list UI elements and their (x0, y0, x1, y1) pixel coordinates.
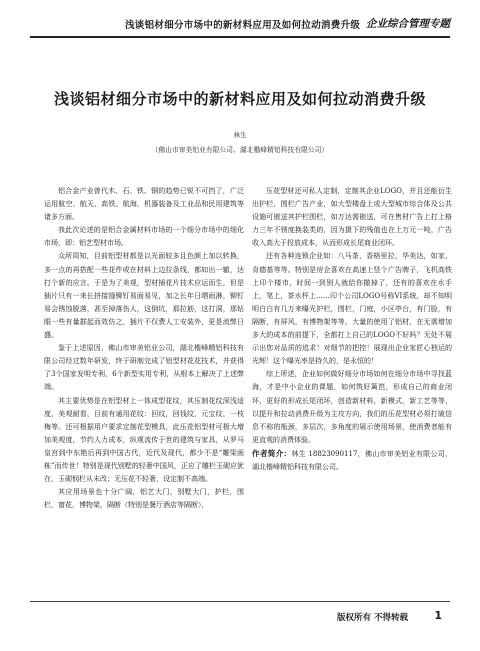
author-affiliation: （佛山市审美铝业有限公司、湖北楷峰精铝科技有限公司） (151, 146, 329, 154)
paragraph: 其应用场景也十分广阔，铝艺大门，别墅大门，护栏，围栏，窗花，博物架，隔断（特别是餐厅酒店等隔断）， (44, 488, 244, 510)
paragraph: 我此次论述的是铝合金属材料市场的一个细分市场中的细化市场，即：铝艺型材市场。 (44, 226, 244, 248)
paragraph: 还有各种连锁企业如：八马茶，香格里拉，华美达，如家，肯德基等等。特别是房企喜欢在高速上竖个广告牌子，飞机高铁上印个楼市，时间一到别人就给你撤掉了，还有的喜欢在水手上，笔上，茶水杯上……印个公司LOGO号称VI系统，却不知明明白白有几万来曝光护栏，围栏，门庭，小区亭台，有门脸，有隔断，有屏风，有博物架等等，大量的使用了铝材，在无需增加多大的成本的前提下，全都打上自己的LOGO不好吗？无处不展示出您对品质的追求！对细节的把控！展现出企业家匠心独运的光辉！这个曝光率是持久的，是永恒的！ (252, 252, 452, 366)
paragraph: 众所周知，目前铝型材都是以光面较多且色颜上加以转换，多一点的再搭配一些花件或在材料上边拉条线，都如出一辙，达打个新的应言。于是为了美观，型材插花片技术应运而生，但是插片只有一来长挤接缝铆钉易面易见，加之长年日晒雨淋，铆钉易会锈蚀脱落，甚至掉落伤人，这倒坑，那拉筋，这打洞，那钻眼一些有量群起而效仿之，插片不仅费人工安装外，更是流弊日盛。 (44, 252, 244, 340)
author-note-text: 林生 18823090117，佛山市审美铝业有限公司，湖北楷峰精铝科技有限公司。 (252, 449, 453, 471)
section-label: 企业综合管理专题 (366, 18, 450, 30)
paragraph: 综上所述，企业如何做好细分市场如何在细分市场中寻找蓝海，才是中小企业的课题，如何筑好篱笆，形成自己的商业闭环，更好的形成长尾闭环，创造新材料，新模式，新工艺等等，以提升和拉动消费升级为主攻方向，我们的压花型材必须打破信息不称的瓶颈，多层次，多角度的展示使用场景，使消费者能有更直观的消费体验。 (252, 370, 452, 444)
paragraph: 鉴于上述原因，佛山市审美铝业公司，湖北楷峰精铝科技有限公司经过数年研发，终于研制完成了铝型材花花技术，并获得了3个国家发明专利，6个新型实用专利，从根本上解决了上述弊端。 (44, 344, 244, 392)
running-title: 浅谈铝材细分市场中的新材料应用及如何拉动消费升级 (125, 20, 361, 31)
article-title: 浅谈铝材细分市场中的新材料应用及如何拉动消费升级 (53, 90, 426, 108)
footer-divider (30, 601, 450, 602)
left-column (44, 185, 244, 512)
paragraph: 铝合金产业曾代木、石、铁、钢的趋势已锐不可挡了，广泛运用航空、航天、高铁、航海，机器装备及工业品和民用建筑等诸多方面。 (44, 187, 244, 222)
author-note-label: 作者简介： (252, 448, 292, 458)
page-number: 1 (434, 609, 442, 622)
copyright-notice: 版权所有 不得转载 (337, 613, 408, 623)
author-note (252, 447, 452, 474)
article-author: 林生 (233, 131, 247, 139)
paragraph: 其主要优势是在铝型材上一体成型花纹，其压制花纹深浅适度，美观耐看，目前有通用花纹：回纹，回钱纹，元宝纹，一枝梅等。还可根据用户要求定制花型模具，此压花铝型材可极大增加美观度，节约人力成本，纵观流传于世的建筑与家具，从罗马皇宫到中东艳后再到中国古代，近代及现代，都少不是“雕梁画栋”而传世！特别是现代别墅的轻奢中国风，正应了雕栏玉砌应犹在，玉砌悯栏从未改；无压花不轻奢，设定制不高端。 (44, 396, 244, 484)
running-header (30, 12, 450, 38)
right-column (252, 185, 452, 474)
paragraph: 压花型材还可私人定制，定制其企业LOGO，并且还能衍生出护栏，围栏广告产业，如大型楼盘上或大型城市综合体及公共设施可嵌送其护栏围栏，如万达需嵌送，可在售材广告上打上格力三年不锈度换装类的，因为摄下的残值也在上万元一吨，广告收入高大于投放成本，从而形成长尾商业闭环。 (252, 187, 452, 248)
